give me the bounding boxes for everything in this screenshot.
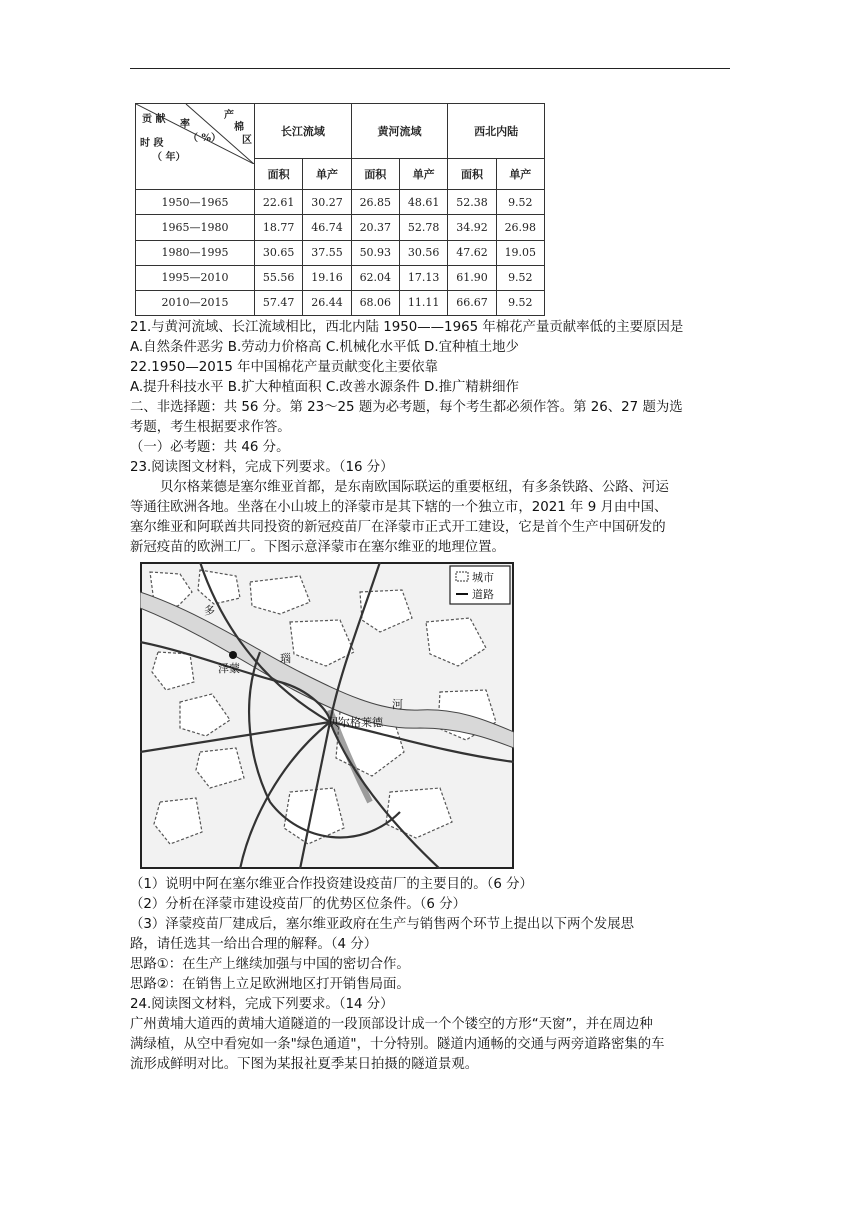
value-cell: 20.37 (351, 215, 399, 240)
zemun-label: 泽蒙 (218, 662, 240, 675)
value-cell: 26.85 (351, 190, 399, 215)
value-cell: 68.06 (351, 290, 399, 315)
table-row (136, 290, 545, 315)
value-cell: 52.78 (399, 215, 447, 240)
idea-1: 思路①：在生产上继续加强与中国的密切合作。 (130, 957, 410, 972)
diag-label: （ 年） (152, 152, 186, 163)
value-cell: 18.77 (255, 215, 303, 240)
q21-options: A.自然条件恶劣 B.劳动力价格高 C.机械化水平低 D.宜种植土地少 (130, 340, 519, 355)
river-label: 多 (204, 604, 215, 617)
value-cell: 9.52 (496, 290, 544, 315)
value-cell: 50.93 (351, 240, 399, 265)
table-row (136, 190, 545, 215)
q23-para: 新冠疫苗的欧洲工厂。下图示意泽蒙市在塞尔维亚的地理位置。 (130, 540, 505, 555)
region-header: 黄河流域 (351, 104, 448, 159)
q24-para: 满绿植，从空中看宛如一条"绿色通道"，十分特别。隧道内通畅的交通与两旁道路密集的车 (130, 1037, 665, 1052)
diag-label: 棉 (234, 122, 244, 133)
q23-para: 塞尔维亚和阿联酋共同投资的新冠疫苗厂在泽蒙市正式开工建设，它是首个生产中国研发的 (130, 520, 666, 535)
period-cell: 1965—1980 (136, 215, 255, 240)
sub-header: 面积 (448, 159, 496, 190)
diag-label: 产 (224, 110, 234, 121)
belgrade-label: 贝尔格莱德 (328, 716, 383, 729)
q23-para: 贝尔格莱德是塞尔维亚首都，是东南欧国际联运的重要枢纽，有多条铁路、公路、河运 (160, 480, 669, 495)
zemun-marker (229, 651, 237, 659)
value-cell: 19.16 (303, 265, 351, 290)
legend-road-label: 道路 (472, 588, 494, 601)
value-cell: 11.11 (399, 290, 447, 315)
value-cell: 37.55 (303, 240, 351, 265)
value-cell: 47.62 (448, 240, 496, 265)
subsection-heading: （一）必考题：共 46 分。 (130, 440, 290, 455)
legend-city-swatch (456, 572, 468, 581)
map-graphic (140, 562, 514, 869)
idea-2: 思路②：在销售上立足欧洲地区打开销售局面。 (130, 977, 410, 992)
value-cell: 57.47 (255, 290, 303, 315)
q21-stem: 21.与黄河流域、长江流域相比，西北内陆 1950——1965 年棉花产量贡献率低的主要原因是 (130, 320, 684, 335)
sub-header: 单产 (496, 159, 544, 190)
q24-para: 广州黄埔大道西的黄埔大道隧道的一段顶部设计成一个个镂空的方形“天窗”，并在周边种 (130, 1017, 653, 1032)
q23-sub1: （1）说明中阿在塞尔维亚合作投资建设疫苗厂的主要目的。（6 分） (130, 877, 533, 892)
period-cell: 1980—1995 (136, 240, 255, 265)
q23-para: 等通往欧洲各地。坐落在小山坡上的泽蒙市是其下辖的一个独立市，2021 年 9 月由中国、 (130, 500, 668, 515)
table-row (136, 240, 545, 265)
value-cell: 9.52 (496, 190, 544, 215)
q23-stem: 23.阅读图文材料，完成下列要求。（16 分） (130, 460, 394, 475)
q23-sub2: （2）分析在泽蒙市建设疫苗厂的优势区位条件。（6 分） (130, 897, 466, 912)
value-cell: 19.05 (496, 240, 544, 265)
section-heading: 二、非选择题：共 56 分。第 23～25 题为必考题，每个考生都必须作答。第 26、27 题为选 (130, 400, 683, 415)
q23-sub3: （3）泽蒙疫苗厂建成后，塞尔维亚政府在生产与销售两个环节上提出以下两个发展思 (130, 917, 634, 932)
cotton-contribution-table (135, 103, 545, 316)
value-cell: 30.56 (399, 240, 447, 265)
region-header: 长江流域 (255, 104, 352, 159)
q24-stem: 24.阅读图文材料，完成下列要求。（14 分） (130, 997, 394, 1012)
q22-options: A.提升科技水平 B.扩大种植面积 C.改善水源条件 D.推广精耕细作 (130, 380, 519, 395)
section-heading-cont: 考题，考生根据要求作答。 (130, 420, 291, 435)
diag-label: 时 段 (140, 138, 164, 149)
legend-city-label: 城市 (472, 571, 494, 584)
zemun-location-map (140, 562, 514, 869)
header-rule (130, 68, 730, 69)
sub-header: 单产 (303, 159, 351, 190)
sub-header: 面积 (255, 159, 303, 190)
value-cell: 22.61 (255, 190, 303, 215)
sub-header: 面积 (351, 159, 399, 190)
value-cell: 61.90 (448, 265, 496, 290)
value-cell: 17.13 (399, 265, 447, 290)
period-cell: 1995—2010 (136, 265, 255, 290)
value-cell: 55.56 (255, 265, 303, 290)
value-cell: 34.92 (448, 215, 496, 240)
value-cell: 26.44 (303, 290, 351, 315)
value-cell: 30.27 (303, 190, 351, 215)
value-cell: 66.67 (448, 290, 496, 315)
diag-label: （ %） (188, 133, 221, 144)
value-cell: 30.65 (255, 240, 303, 265)
q24-para: 流形成鲜明对比。下图为某报社夏季某日拍摄的隧道景观。 (130, 1057, 479, 1072)
region-header: 西北内陆 (448, 104, 545, 159)
sub-header: 单产 (399, 159, 447, 190)
value-cell: 52.38 (448, 190, 496, 215)
diag-label: 率 (180, 119, 190, 130)
diag-label: 区 (242, 135, 252, 146)
river-label: 瑙 (280, 652, 291, 665)
value-cell: 26.98 (496, 215, 544, 240)
value-cell: 9.52 (496, 265, 544, 290)
table-row (136, 265, 545, 290)
diag-label: 贡 献 (142, 114, 166, 125)
table-row (136, 215, 545, 240)
value-cell: 48.61 (399, 190, 447, 215)
q22-stem: 22.1950—2015 年中国棉花产量贡献变化主要依靠 (130, 360, 438, 375)
value-cell: 62.04 (351, 265, 399, 290)
period-cell: 2010—2015 (136, 290, 255, 315)
river-label: 河 (392, 698, 403, 711)
q23-sub3-cont: 路，请任选其一给出合理的解释。（4 分） (130, 937, 378, 952)
value-cell: 46.74 (303, 215, 351, 240)
table-diagonal-header (136, 104, 255, 190)
period-cell: 1950—1965 (136, 190, 255, 215)
